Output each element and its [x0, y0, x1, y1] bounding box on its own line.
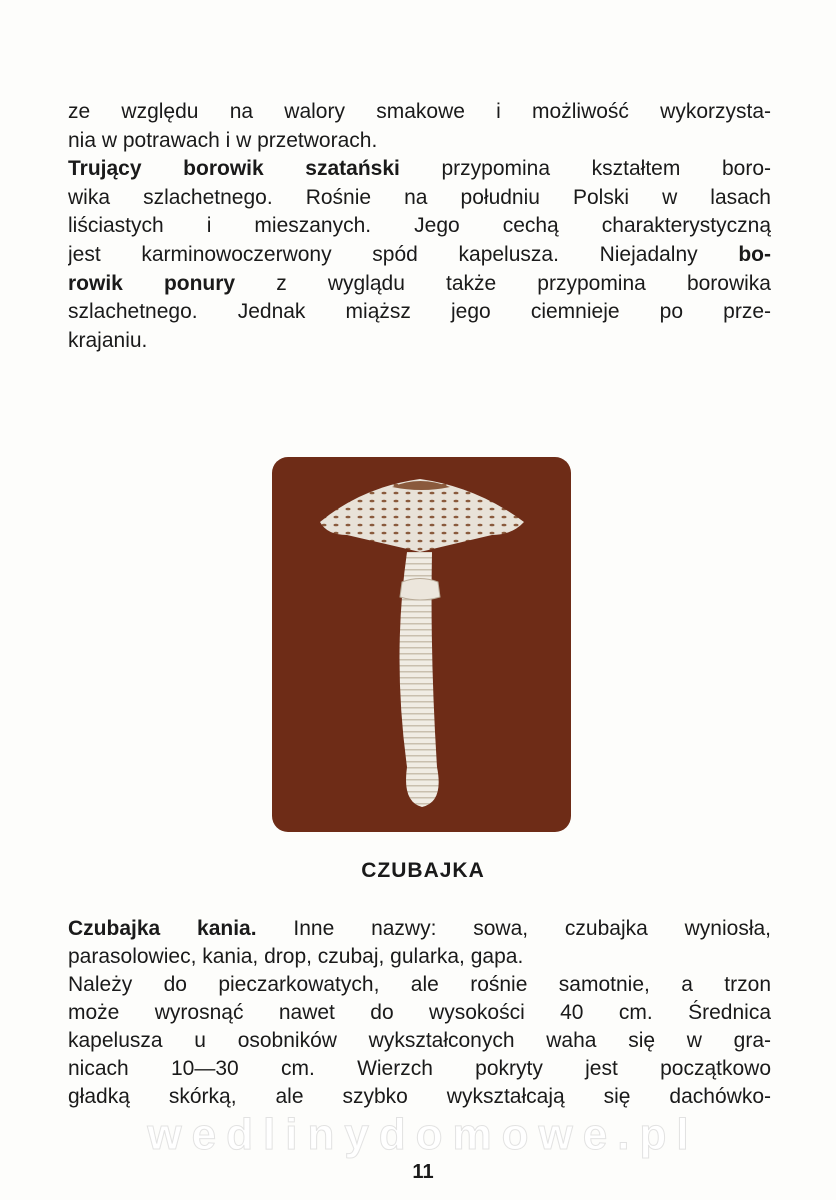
text-segment: szlachetnego. Jednak miąższ jego ciemnieje po prze-: [68, 300, 771, 324]
text-segment: wika szlachetnego. Rośnie na południu Polski w lasach: [68, 185, 771, 209]
text-line: [68, 944, 771, 970]
text-segment: gładką skórką, ale szybko wykształcają się dachówko-: [68, 1085, 771, 1108]
text-line: [68, 1028, 771, 1054]
bold-term: Trujący borowik szatański: [68, 157, 400, 181]
section-heading: CZUBAJKA: [361, 859, 485, 882]
text-segment: jest karminowoczerwony spód kapelusza. Niejadalny: [68, 243, 739, 266]
text-line: [68, 213, 771, 239]
parasol-mushroom-image: [272, 457, 571, 832]
text-line: [68, 328, 771, 354]
text-line: [68, 156, 771, 182]
text-segment: może wyrosnąć nawet do wysokości 40 cm. Średnica: [68, 1001, 771, 1024]
text-segment: przypomina kształtem boro-: [399, 157, 771, 181]
mushroom-illustration: [272, 457, 571, 832]
text-segment: krajaniu.: [68, 328, 148, 352]
text-segment: kapelusza u osobników wykształconych waha się w gra-: [68, 1029, 771, 1052]
text-line: [68, 242, 771, 268]
text-segment: nicach 10—30 cm. Wierzch pokryty jest początkowo: [68, 1057, 771, 1080]
text-line: [68, 1056, 771, 1082]
text-line: [68, 299, 771, 325]
text-segment: Należy do pieczarkowatych, ale rośnie samotnie, a trzon: [68, 973, 771, 996]
page-number: 11: [412, 1161, 434, 1183]
watermark: wedlinydomowe.pl: [147, 1110, 699, 1159]
text-segment: ze względu na walory smakowe i możliwość wykorzysta-: [68, 100, 771, 123]
text-segment: nia w potrawach i w przetworach.: [68, 128, 378, 152]
text-line: [68, 128, 771, 154]
text-line: [68, 99, 771, 125]
text-segment: liściastych i mieszanych. Jego cechą charakterystyczną: [68, 214, 771, 238]
bold-term: bo-: [738, 243, 771, 266]
bold-term: Czubajka kania.: [68, 917, 257, 940]
bold-term: rowik ponury: [68, 271, 236, 295]
text-line: [68, 271, 771, 297]
text-line: [68, 1000, 771, 1026]
text-line: [68, 185, 771, 211]
text-segment: Inne nazwy: sowa, czubajka wyniosła,: [256, 917, 771, 940]
text-segment: parasolowiec, kania, drop, czubaj, gularka, gapa.: [68, 945, 524, 968]
text-line: [68, 1084, 771, 1110]
text-line: [68, 972, 771, 998]
text-line: [68, 916, 771, 942]
text-segment: z wyglądu także przypomina borowika: [235, 271, 771, 295]
